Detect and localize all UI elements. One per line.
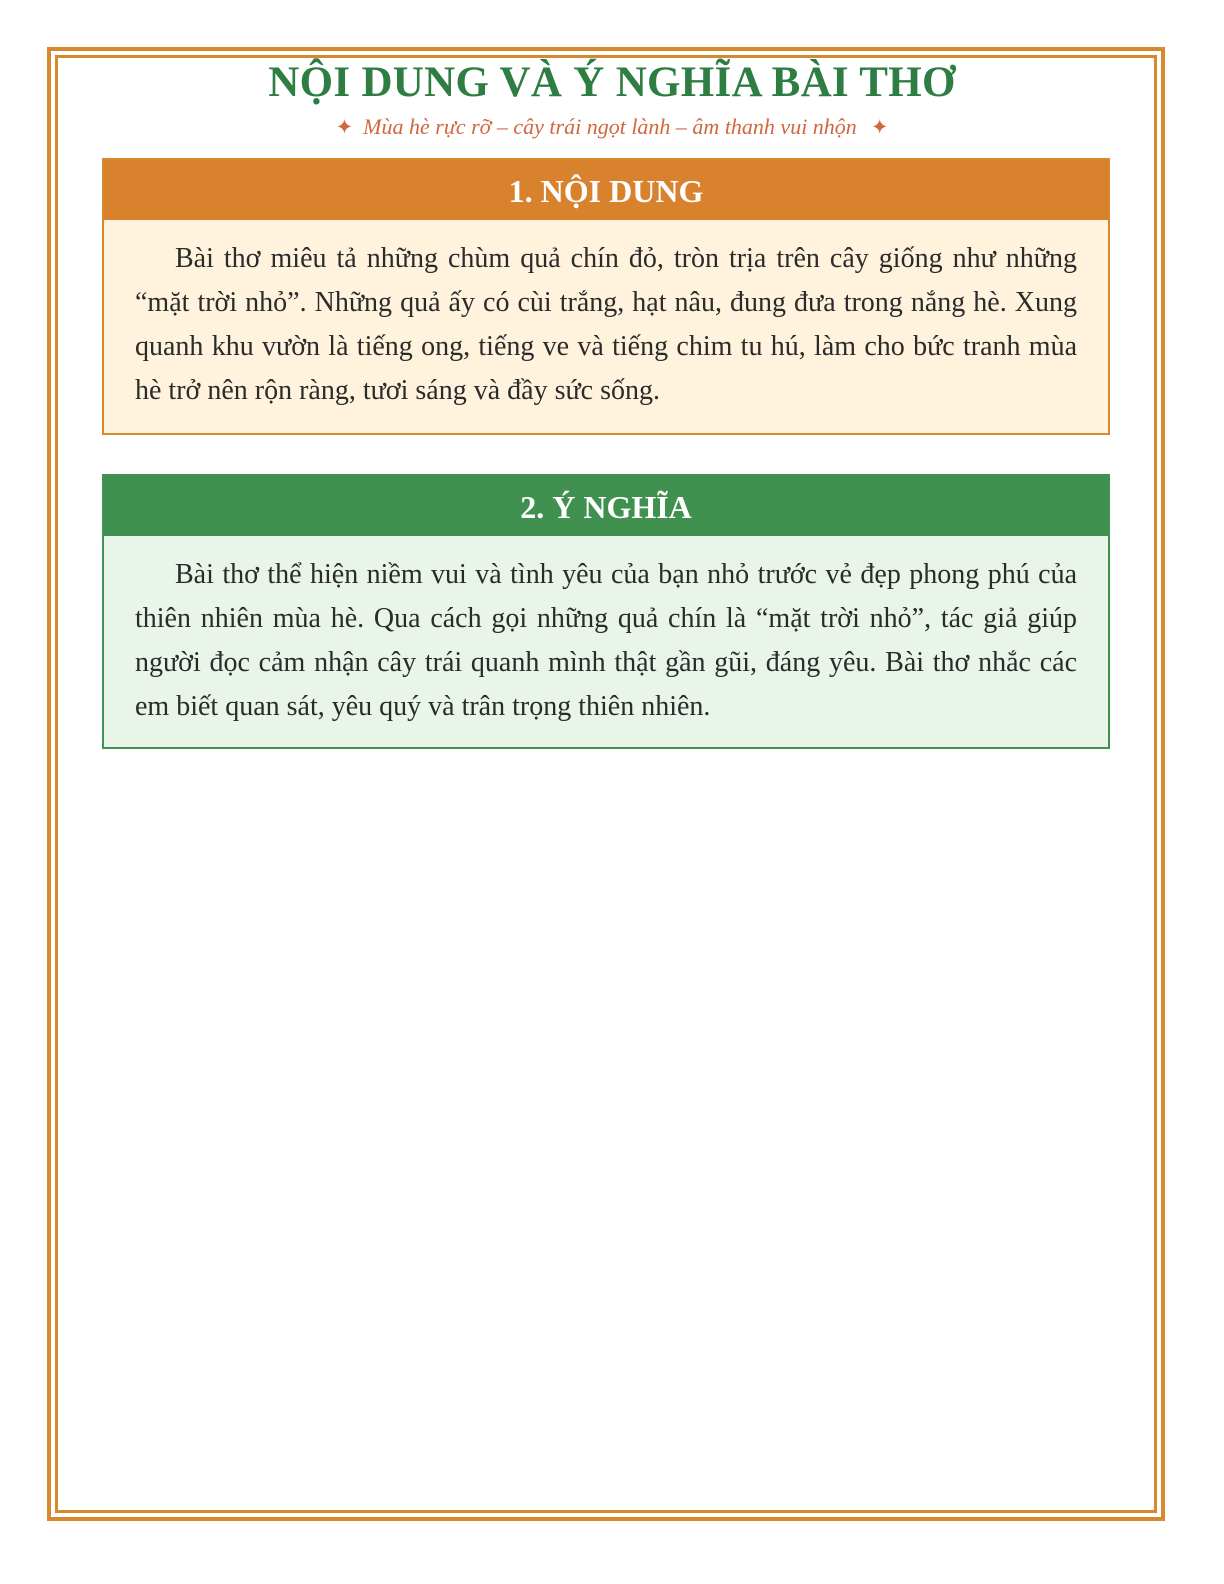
section-meaning: [102, 474, 1110, 749]
subtitle-text: Mùa hè rực rỡ – cây trái ngọt lành – âm thanh vui nhộn: [363, 114, 857, 139]
page-title: NỘI DUNG VÀ Ý NGHĨA BÀI THƠ: [268, 59, 956, 106]
star-left-icon: ✦: [335, 115, 354, 139]
section-meaning-heading: 2. Ý NGHĨA: [104, 476, 1108, 536]
page-subtitle: [0, 114, 1224, 140]
star-right-icon: ✦: [870, 115, 889, 139]
section-content-heading: 1. NỘI DUNG: [104, 160, 1108, 220]
section-content-text: Bài thơ miêu tả những chùm quả chín đỏ, tròn trịa trên cây giống như những “mặt trời nhỏ”. Những quả ấy có cùi trắng, hạt nâu, đung đưa trong nắng hè. Xung quanh khu vườn là tiếng ong, tiếng ve và tiếng chim tu hú, làm cho bức tranh mùa hè trở nên rộn ràng, tươi sáng và đầy sức sống.: [135, 243, 1077, 406]
section-meaning-text: Bài thơ thể hiện niềm vui và tình yêu của bạn nhỏ trước vẻ đẹp phong phú của thiên nhiên mùa hè. Qua cách gọi những quả chín là “mặt trời nhỏ”, tác giả giúp người đọc cảm nhận cây trái quanh mình thật gần gũi, đáng yêu. Bài thơ nhắc các em biết quan sát, yêu quý và trân trọng thiên nhiên.: [135, 559, 1077, 722]
section-content: [102, 158, 1110, 435]
